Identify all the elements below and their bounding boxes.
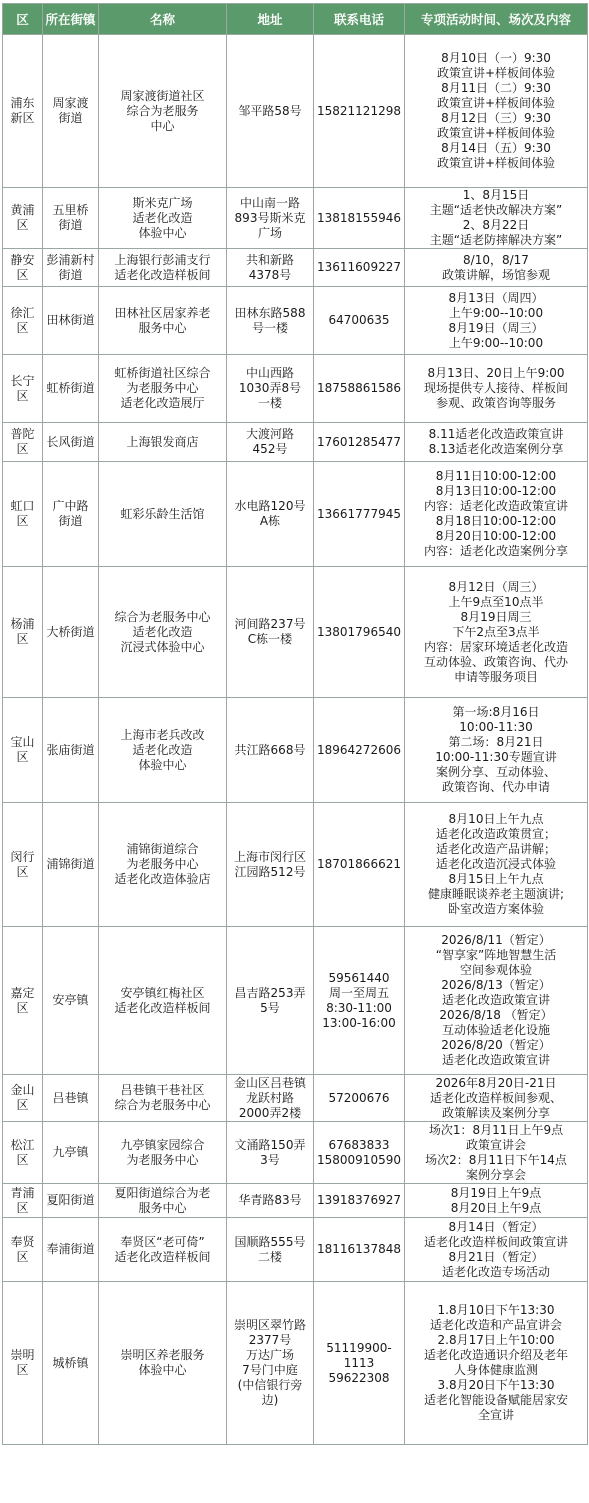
header-name: 名称 [99, 4, 227, 35]
phone-cell [314, 35, 405, 188]
activity-cell [405, 927, 588, 1075]
activity-cell-text: 8月14日（暂定） 适老化改造样板间政策宣讲 8月21日（暂定） 适老化改造专场活动 [423, 1219, 568, 1279]
district-cell-text: 黄浦 区 [10, 203, 35, 232]
venue-name-cell [99, 803, 227, 927]
street-cell-text: 虹桥街道 [46, 381, 95, 395]
address-cell [227, 287, 314, 355]
phone-cell-text: 67683833 15800910590 [317, 1137, 401, 1167]
address-cell-text: 共和新路 4378号 [245, 252, 294, 282]
venue-name-cell-text: 周家渡街道社区 综合为老服务 中心 [120, 88, 205, 133]
address-cell [227, 1282, 314, 1445]
table-row [3, 698, 588, 803]
street-cell [43, 567, 99, 698]
district-cell-text: 浦东 新区 [10, 96, 35, 125]
district-cell [3, 1282, 43, 1445]
table-row [3, 355, 588, 423]
address-cell-text: 国顺路555号 二楼 [234, 1234, 306, 1264]
venue-name-cell-text: 浦锦街道综合 为老服务中心 适老化改造体验店 [114, 842, 211, 886]
table-row [3, 1184, 588, 1218]
venue-name-cell [99, 1122, 227, 1184]
street-cell [43, 1075, 99, 1122]
table-row [3, 462, 588, 567]
activity-cell-text: 1.8月10日下午13:30 适老化改造和产品宣讲会 2.8月17日上午10:00 适老化改造通识介绍及老年 人身体健康监测 3.8月20日下午13:30 适老化智能设备赋能居家安 全宣讲 [423, 1303, 568, 1422]
activity-cell-text: 场次1：8月11日上午9点 政策宣讲会 场次2：8月11日下午14点 案例分享会 [425, 1122, 567, 1182]
district-cell-text: 静安 区 [10, 252, 35, 282]
phone-cell-text: 18964272606 [317, 742, 401, 757]
activity-cell [405, 287, 588, 355]
district-cell-text: 长宁 区 [10, 373, 35, 403]
phone-cell-text: 13918376927 [317, 1193, 401, 1207]
district-cell [3, 927, 43, 1075]
activity-cell-text: 2026/8/11（暂定） “智享家”阵地智慧生活 空间参观体验 2026/8/13（暂定） 适老化改造政策宣讲 2026/8/18 （暂定） 互动体验适老化设施 2026/8/20（暂定） 适老化改造政策宣讲 [435, 933, 557, 1067]
district-cell-text: 金山 区 [10, 1083, 35, 1112]
activity-cell [405, 249, 588, 287]
venue-name-cell-text: 上海市老兵改改 适老化改造 体验中心 [120, 727, 205, 772]
street-cell-text: 彭浦新村 街道 [46, 252, 95, 282]
activity-cell-text: 1、8月15日 主题“适老快改解决方案” 2、8月22日 主题“适老防摔解决方案” [429, 188, 563, 247]
address-cell-text: 中山西路 1030弄8号 一楼 [238, 366, 302, 410]
street-cell [43, 423, 99, 462]
district-cell-text: 闵行 区 [10, 849, 35, 879]
address-cell-text: 上海市闵行区 江园路512号 [233, 849, 306, 879]
venue-name-cell-text: 九亭镇家园综合 为老服务中心 [120, 1137, 205, 1167]
table-row [3, 1075, 588, 1122]
venue-name-cell-text: 斯米克广场 适老化改造 体验中心 [132, 195, 193, 240]
street-cell-text: 五里桥 街道 [52, 203, 89, 232]
street-cell [43, 287, 99, 355]
phone-cell-text: 13801796540 [317, 624, 401, 639]
activity-cell-text: 8月13日、20日上午9:00 现场提供专人接待、样板间 参观、政策咨询等服务 [423, 366, 568, 410]
address-cell-text: 大渡河路 452号 [245, 427, 294, 456]
district-cell [3, 188, 43, 249]
venue-name-cell [99, 188, 227, 249]
header-phone: 联系电话 [314, 4, 405, 35]
address-cell [227, 462, 314, 567]
district-cell [3, 287, 43, 355]
activity-cell-text: 8月13日（周四） 上午9:00--10:00 8月19日（周三） 上午9:00--10:00 [448, 290, 544, 350]
activity-cell-text: 8月11日10:00-12:00 8月13日10:00-12:00 内容：适老化改造政策宣讲 8月18日10:00-12:00 8月20日10:00-12:00 内容：适老化改造案例分享 [423, 469, 568, 558]
street-cell [43, 1282, 99, 1445]
venue-name-cell [99, 462, 227, 567]
address-cell-text: 河间路237号 C栋一楼 [234, 617, 306, 646]
activity-cell-text: 8月12日（周三） 上午9点至10点半 8月19日周三 下午2点至3点半 内容：居家环境适老化改造 互动体验、政策咨询、代办 申请等服务项目 [423, 579, 568, 684]
phone-cell [314, 567, 405, 698]
street-cell [43, 249, 99, 287]
table-row [3, 1282, 588, 1445]
venue-name-cell [99, 355, 227, 423]
header-address: 地址 [227, 4, 314, 35]
address-cell [227, 1218, 314, 1282]
activity-cell [405, 1075, 588, 1122]
address-cell-text: 文涌路150弄 3号 [234, 1137, 306, 1167]
activity-cell [405, 1218, 588, 1282]
venue-name-cell-text: 虹桥街道社区综合 为老服务中心 适老化改造展厅 [114, 366, 211, 410]
activity-cell [405, 355, 588, 423]
address-cell [227, 927, 314, 1075]
street-cell-text: 周家渡 街道 [52, 96, 89, 125]
venue-name-cell [99, 1184, 227, 1218]
street-cell [43, 1184, 99, 1218]
street-cell [43, 698, 99, 803]
phone-cell-text: 59561440 周一至周五 8:30-11:00 13:00-16:00 [322, 970, 396, 1030]
activity-cell-text: 2026年8月20日-21日 适老化改造样板间参观、 政策解读及案例分享 [429, 1075, 562, 1120]
district-cell [3, 1122, 43, 1184]
activity-cell [405, 35, 588, 188]
venue-name-cell-text: 崇明区养老服务 体验中心 [120, 1348, 205, 1377]
street-cell-text: 夏阳街道 [46, 1193, 95, 1207]
phone-cell [314, 698, 405, 803]
street-cell-text: 张庙街道 [46, 742, 95, 757]
activity-cell [405, 423, 588, 462]
venue-name-cell [99, 423, 227, 462]
address-cell [227, 1184, 314, 1218]
address-cell [227, 803, 314, 927]
street-cell-text: 长风街道 [46, 434, 95, 449]
phone-cell [314, 1122, 405, 1184]
address-cell-text: 水电路120号 A栋 [234, 499, 306, 528]
activity-cell [405, 1184, 588, 1218]
venue-name-cell [99, 927, 227, 1075]
venue-name-cell-text: 虹彩乐龄生活馆 [120, 506, 205, 521]
address-cell-text: 中山南一路 893号斯米克 广场 [234, 195, 306, 240]
district-cell-text: 嘉定 区 [10, 985, 35, 1015]
table-row [3, 287, 588, 355]
phone-cell-text: 51119900- 1113 59622308 [326, 1340, 392, 1385]
street-cell-text: 大桥街道 [46, 624, 95, 639]
address-cell-text: 华青路83号 [238, 1193, 302, 1207]
table-row [3, 35, 588, 188]
header-activity: 专项活动时间、场次及内容 [405, 4, 588, 35]
district-cell-text: 崇明 区 [10, 1348, 35, 1377]
district-cell [3, 567, 43, 698]
street-cell-text: 安亭镇 [52, 993, 89, 1007]
district-cell-text: 杨浦 区 [10, 617, 35, 646]
street-cell [43, 35, 99, 188]
district-cell [3, 423, 43, 462]
street-cell [43, 462, 99, 567]
table-header-row [3, 4, 588, 35]
street-cell-text: 吕巷镇 [52, 1090, 89, 1105]
street-cell [43, 1122, 99, 1184]
venue-name-cell [99, 698, 227, 803]
district-cell-text: 普陀 区 [10, 427, 35, 456]
phone-cell-text: 13818155946 [317, 210, 401, 225]
table-row [3, 423, 588, 462]
address-cell-text: 昌吉路253弄 5号 [234, 985, 306, 1015]
activity-cell-text: 第一场:8月16日 10:00-11:30 第二场：8月21日 10:00-11:30专题宣讲 案例分享、互动体验、 政策咨询、代办申请 [435, 705, 557, 794]
phone-cell [314, 287, 405, 355]
district-cell-text: 松江 区 [10, 1137, 35, 1167]
phone-cell-text: 18701866621 [317, 857, 401, 871]
address-cell [227, 355, 314, 423]
address-cell [227, 188, 314, 249]
phone-cell [314, 927, 405, 1075]
activity-cell-text: 8/10，8/17 政策讲解，场馆参观 [441, 252, 550, 282]
phone-cell [314, 1184, 405, 1218]
street-cell-text: 浦锦街道 [46, 857, 95, 871]
district-cell [3, 803, 43, 927]
address-cell-text: 金山区吕巷镇 龙跃村路 2000弄2楼 [233, 1075, 306, 1120]
street-cell [43, 803, 99, 927]
street-cell-text: 奉浦街道 [46, 1242, 95, 1256]
district-cell [3, 462, 43, 567]
phone-cell [314, 355, 405, 423]
table-row [3, 567, 588, 698]
address-cell [227, 698, 314, 803]
address-cell [227, 35, 314, 188]
activity-cell [405, 803, 588, 927]
activity-cell [405, 567, 588, 698]
district-cell [3, 35, 43, 188]
address-cell [227, 1122, 314, 1184]
venue-name-cell [99, 249, 227, 287]
header-street: 所在街镇 [43, 4, 99, 35]
street-cell-text: 城桥镇 [52, 1355, 89, 1370]
address-cell [227, 567, 314, 698]
phone-cell [314, 249, 405, 287]
phone-cell-text: 18758861586 [317, 381, 401, 395]
activity-cell-text: 8月10日（一）9:30 政策宣讲+样板间体验 8月11日（二）9:30 政策宣讲+样板间体验 8月12日（三）9:30 政策宣讲+样板间体验 8月14日（五）9:30 政策宣讲+样板间体验 [436, 51, 556, 170]
district-cell [3, 1075, 43, 1122]
header-district: 区 [3, 4, 43, 35]
street-cell [43, 355, 99, 423]
phone-cell-text: 15821121298 [317, 103, 401, 118]
district-cell [3, 355, 43, 423]
phone-cell-text: 57200676 [328, 1090, 390, 1105]
venue-name-cell [99, 35, 227, 188]
venue-name-cell [99, 567, 227, 698]
district-cell [3, 698, 43, 803]
venue-name-cell-text: 上海银发商店 [126, 434, 199, 449]
address-cell [227, 1075, 314, 1122]
activity-cell-text: 8月19日上午9点 8月20日上午9点 [450, 1185, 542, 1215]
activity-cell [405, 188, 588, 249]
venue-name-cell-text: 田林社区居家养老 服务中心 [114, 305, 211, 335]
table-row [3, 803, 588, 927]
district-cell-text: 宝山 区 [10, 735, 35, 764]
address-cell-text: 田林东路588 号一楼 [234, 305, 306, 335]
phone-cell-text: 17601285477 [317, 434, 401, 449]
table-row [3, 1218, 588, 1282]
street-cell [43, 188, 99, 249]
street-cell-text: 田林街道 [46, 313, 95, 327]
phone-cell [314, 803, 405, 927]
venue-name-cell-text: 安亭镇红梅社区 适老化改造样板间 [114, 985, 211, 1015]
table-row [3, 927, 588, 1075]
address-cell-text: 崇明区翠竹路 2377号 万达广场 7号门中庭 (中信银行旁 边) [233, 1318, 306, 1407]
activity-cell [405, 698, 588, 803]
venue-name-cell [99, 1075, 227, 1122]
phone-cell-text: 13611609227 [317, 260, 401, 274]
district-cell [3, 249, 43, 287]
venue-name-cell [99, 287, 227, 355]
district-cell-text: 徐汇 区 [10, 305, 35, 335]
district-cell-text: 虹口 区 [10, 499, 35, 528]
district-cell [3, 1218, 43, 1282]
activity-table [2, 3, 588, 1445]
venue-name-cell [99, 1282, 227, 1445]
phone-cell-text: 13661777945 [317, 506, 401, 521]
venue-name-cell [99, 1218, 227, 1282]
phone-cell [314, 1075, 405, 1122]
address-cell [227, 423, 314, 462]
address-cell [227, 249, 314, 287]
table-row [3, 1122, 588, 1184]
venue-name-cell-text: 吕巷镇干巷社区 综合为老服务中心 [114, 1083, 211, 1112]
venue-name-cell-text: 综合为老服务中心 适老化改造 沉浸式体验中心 [114, 609, 211, 654]
venue-name-cell-text: 上海银行彭浦支行 适老化改造样板间 [114, 252, 211, 282]
phone-cell [314, 423, 405, 462]
activity-cell-text: 8月10日上午九点 适老化改造政策贯宣； 适老化改造产品讲解； 适老化改造沉浸式体验 8月15日上午九点 健康睡眠谈养老主题演讲; 卧室改造方案体验 [427, 812, 565, 916]
district-cell [3, 1184, 43, 1218]
street-cell [43, 927, 99, 1075]
activity-cell [405, 1122, 588, 1184]
phone-cell [314, 1218, 405, 1282]
table-row [3, 188, 588, 249]
address-cell-text: 共江路668号 [234, 742, 306, 757]
street-cell [43, 1218, 99, 1282]
address-cell-text: 邹平路58号 [238, 103, 302, 118]
table-row [3, 249, 588, 287]
phone-cell [314, 188, 405, 249]
phone-cell-text: 64700635 [328, 313, 390, 327]
venue-name-cell-text: 夏阳街道综合为老 服务中心 [114, 1185, 211, 1215]
venue-name-cell-text: 奉贤区“老可倚” 适老化改造样板间 [114, 1234, 211, 1264]
activity-cell [405, 462, 588, 567]
phone-cell [314, 462, 405, 567]
phone-cell [314, 1282, 405, 1445]
street-cell-text: 广中路 街道 [52, 499, 89, 528]
phone-cell-text: 18116137848 [317, 1242, 401, 1256]
district-cell-text: 青浦 区 [10, 1185, 35, 1215]
district-cell-text: 奉贤 区 [10, 1234, 35, 1264]
activity-cell-text: 8.11适老化改造政策宣讲 8.13适老化改造案例分享 [428, 427, 564, 456]
street-cell-text: 九亭镇 [52, 1145, 89, 1159]
activity-cell [405, 1282, 588, 1445]
